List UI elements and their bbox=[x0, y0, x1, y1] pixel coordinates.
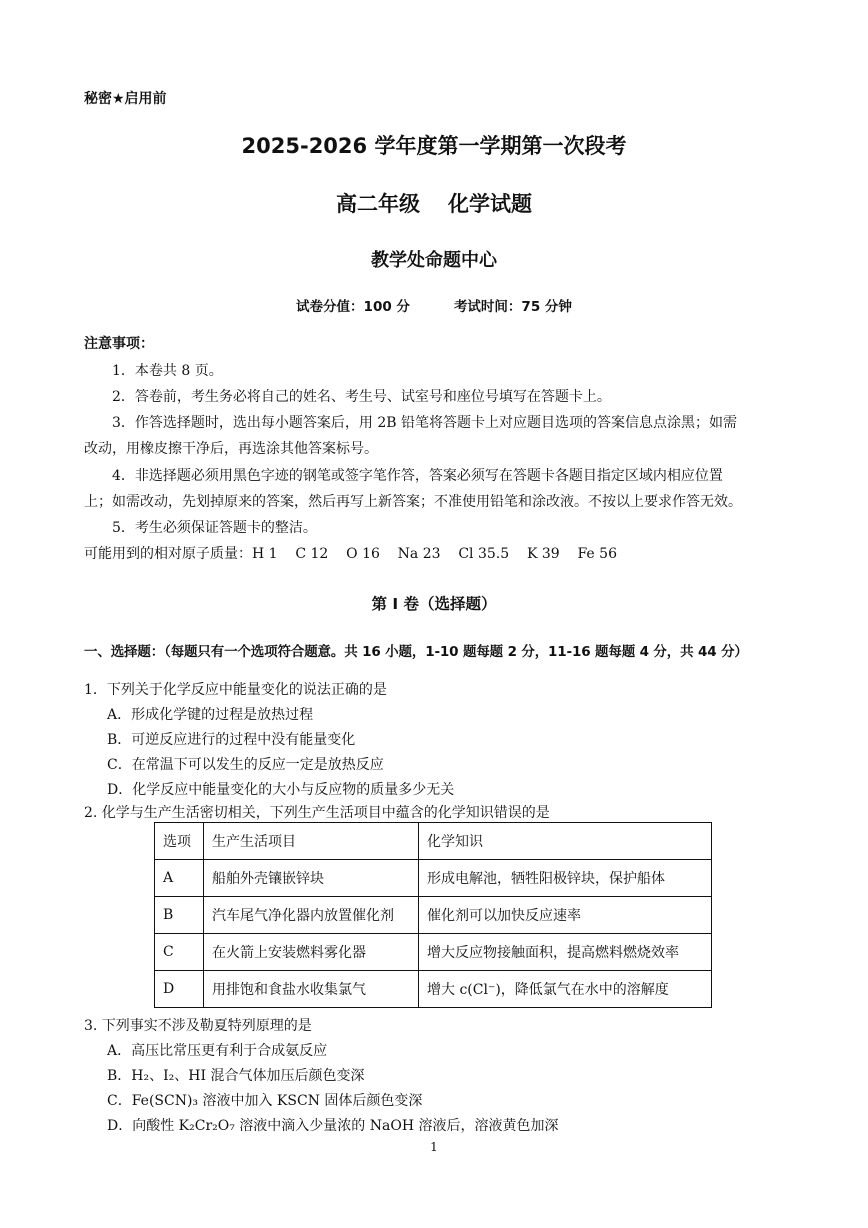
table-cell: 形成电解池，牺牲阳极锌块，保护船体 bbox=[419, 860, 712, 897]
table-header-cell: 选项 bbox=[155, 823, 204, 860]
issuer-label: 教学处命题中心 bbox=[371, 250, 497, 271]
question-1-option-a: A．形成化学键的过程是放热过程 bbox=[107, 707, 314, 723]
table-cell: 增大 c(Cl⁻)，降低氯气在水中的溶解度 bbox=[419, 971, 712, 1008]
table-cell: 用排饱和食盐水收集氯气 bbox=[204, 971, 419, 1008]
exam-info bbox=[0, 295, 868, 315]
notice-item-3b: 改动，用橡皮擦干净后，再选涂其他答案标号。 bbox=[84, 441, 378, 457]
question-3-option-c: C．Fe(SCN)₃ 溶液中加入 KSCN 固体后颜色变深 bbox=[107, 1093, 423, 1109]
table-cell: A bbox=[155, 860, 204, 897]
part1-title: 第 I 卷（选择题） bbox=[371, 595, 497, 613]
table-cell: 催化剂可以加快反应速率 bbox=[419, 897, 712, 934]
confidential-label: 秘密★启用前 bbox=[84, 91, 167, 107]
time-label: 考试时间：75 分钟 bbox=[453, 299, 572, 315]
table-header-row bbox=[155, 823, 712, 860]
atomic-mass-line: 可能用到的相对原子质量：H 1 C 12 O 16 Na 23 Cl 35.5 K 39 Fe 56 bbox=[84, 546, 617, 562]
question-1-option-b: B．可逆反应进行的过程中没有能量变化 bbox=[107, 732, 356, 748]
table-cell: 增大反应物接触面积，提高燃料燃烧效率 bbox=[419, 934, 712, 971]
notice-item-3a: 3．作答选择题时，选出每小题答案后，用 2B 铅笔将答题卡上对应题目选项的答案信息点涂黑；如需 bbox=[112, 415, 738, 431]
notice-item-2: 2．答卷前，考生务必将自己的姓名、考生号、试室号和座位号填写在答题卡上。 bbox=[112, 389, 611, 405]
table-row bbox=[155, 860, 712, 897]
table-cell: B bbox=[155, 897, 204, 934]
table-cell: D bbox=[155, 971, 204, 1008]
table-header-cell: 化学知识 bbox=[419, 823, 712, 860]
question-2-table bbox=[154, 822, 712, 1008]
notice-item-5: 5．考生必须保证答题卡的整洁。 bbox=[112, 520, 317, 536]
table-cell: 船舶外壳镶嵌锌块 bbox=[204, 860, 419, 897]
table-header-cell: 生产生活项目 bbox=[204, 823, 419, 860]
question-3-stem: 3. 下列事实不涉及勒夏特列原理的是 bbox=[84, 1018, 312, 1034]
subject-label: 化学试题 bbox=[448, 192, 532, 216]
section-heading: 一、选择题：（每题只有一个选项符合题意。共 16 小题，1-10 题每题 2 分，11-16 题每题 4 分，共 44 分） bbox=[84, 644, 748, 660]
question-1-option-c: C．在常温下可以发生的反应一定是放热反应 bbox=[107, 757, 384, 773]
page-number: 1 bbox=[430, 1140, 438, 1154]
notice-item-4a: 4．非选择题必须用黑色字迹的钢笔或签字笔作答，答案必须写在答题卡各题目指定区域内相应位置 bbox=[112, 468, 723, 484]
question-3-option-a: A．高压比常压更有利于合成氨反应 bbox=[107, 1043, 328, 1059]
table-cell: 汽车尾气净化器内放置催化剂 bbox=[204, 897, 419, 934]
exam-subtitle bbox=[0, 188, 868, 218]
table-row bbox=[155, 897, 712, 934]
table-cell: 在火箭上安装燃料雾化器 bbox=[204, 934, 419, 971]
question-3-option-d: D．向酸性 K₂Cr₂O₇ 溶液中滴入少量浓的 NaOH 溶液后，溶液黄色加深 bbox=[107, 1118, 559, 1134]
notice-item-1: 1．本卷共 8 页。 bbox=[112, 363, 223, 379]
notice-heading: 注意事项： bbox=[84, 336, 154, 352]
question-3-option-b: B．H₂、I₂、HI 混合气体加压后颜色变深 bbox=[107, 1068, 365, 1084]
table-row bbox=[155, 971, 712, 1008]
exam-title: 2025-2026 学年度第一学期第一次段考 bbox=[241, 134, 627, 158]
question-1-stem: 1．下列关于化学反应中能量变化的说法正确的是 bbox=[84, 682, 387, 698]
grade-label: 高二年级 bbox=[336, 192, 420, 216]
question-2-stem: 2. 化学与生产生活密切相关，下列生产生活项目中蕴含的化学知识错误的是 bbox=[84, 805, 550, 821]
notice-item-4b: 上；如需改动，先划掉原来的答案，然后再写上新答案；不准使用铅笔和涂改液。不按以上要求作答无效。 bbox=[84, 494, 742, 510]
score-label: 试卷分值：100 分 bbox=[296, 299, 410, 315]
question-1-option-d: D．化学反应中能量变化的大小与反应物的质量多少无关 bbox=[107, 782, 455, 798]
table-row bbox=[155, 934, 712, 971]
table-cell: C bbox=[155, 934, 204, 971]
